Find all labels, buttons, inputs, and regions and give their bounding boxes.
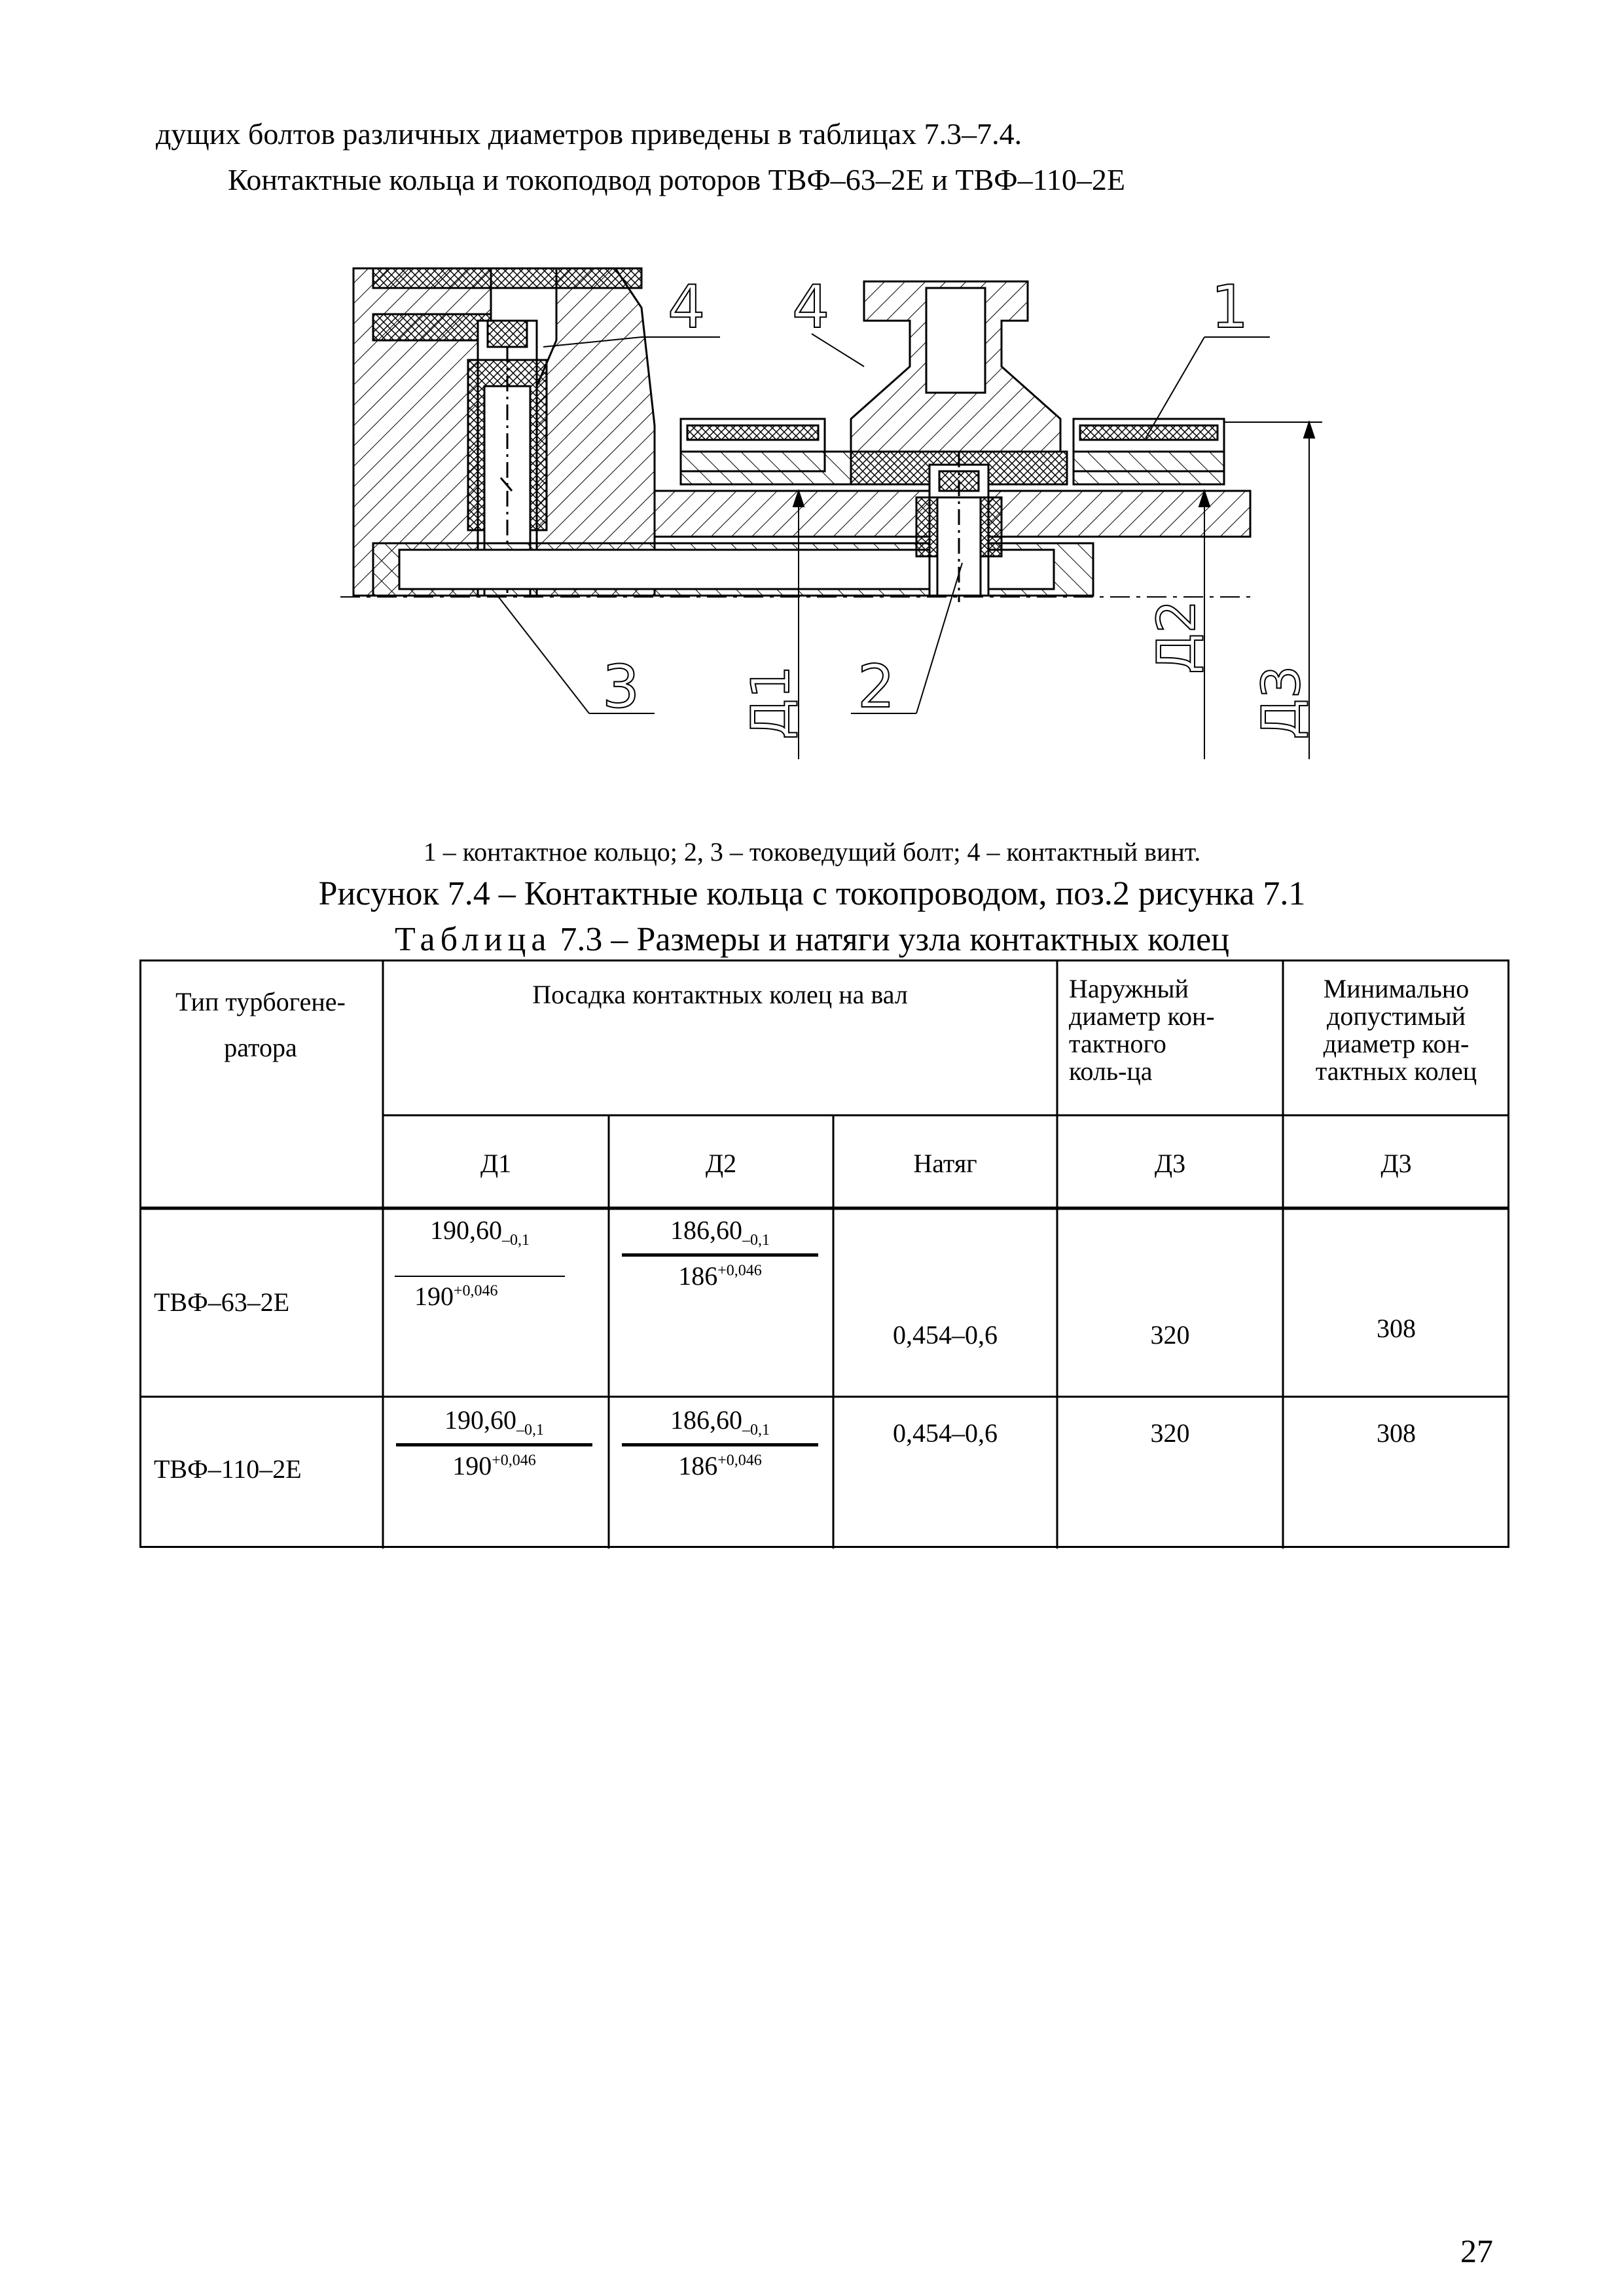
row2-d2-numerator: $186,60_{-0,1}$ bbox=[670, 1405, 770, 1439]
header-d1: Д1 bbox=[480, 1149, 512, 1178]
row1-type: ТВФ–63–2Е bbox=[154, 1287, 290, 1317]
row1-d1-numerator: $190,60_{-0,1}$ bbox=[430, 1215, 530, 1249]
row2-tension: 0,454–0,6 bbox=[893, 1418, 998, 1448]
spec-table bbox=[139, 960, 1509, 1549]
row1-d1-fraction bbox=[395, 1215, 565, 1312]
row2-d1-numerator: $190,60_{-0,1}$ bbox=[444, 1405, 544, 1439]
header-d2: Д2 bbox=[705, 1149, 737, 1178]
table-title-rest: 7.3 – Размеры и натяги узла контактных колец bbox=[560, 921, 1229, 958]
intro-line-2: Контактные кольца и токоподвод роторов ТВФ–63–2Е и ТВФ–110–2Е bbox=[228, 163, 1126, 196]
row2-d1-fraction bbox=[396, 1405, 592, 1481]
row1-outer-diameter: 320 bbox=[1150, 1320, 1190, 1350]
row1-d2-denominator: $186^{+0,046}$ bbox=[678, 1261, 762, 1291]
row1-min-diameter: 308 bbox=[1377, 1314, 1416, 1343]
row1-d2-fraction bbox=[622, 1215, 818, 1291]
header-outer-diameter: Наружный диаметр кон-тактного коль-ца bbox=[1069, 974, 1215, 1086]
callout-2: 2 bbox=[857, 653, 895, 721]
dim-label-d3: Д3 bbox=[1251, 665, 1312, 740]
table-title bbox=[0, 920, 1624, 959]
row2-d2-denominator: $186^{+0,046}$ bbox=[678, 1451, 762, 1480]
page-number: 27 bbox=[1460, 2233, 1493, 2269]
row2-d2-fraction bbox=[622, 1405, 818, 1481]
contact-rings-drawing bbox=[340, 255, 1362, 772]
callout-4-center: 4 bbox=[792, 273, 830, 342]
header-fit: Посадка контактных колец на вал bbox=[532, 980, 908, 1009]
callout-1: 1 bbox=[1211, 273, 1249, 342]
table-title-word: Таблица bbox=[395, 921, 552, 958]
callout-3: 3 bbox=[602, 653, 640, 721]
header-min-diameter: Минимально допустимый диаметр кон-тактных колец bbox=[1315, 974, 1477, 1086]
header-d3-outer: Д3 bbox=[1154, 1149, 1186, 1178]
row2-d1-denominator: $190^{+0,046}$ bbox=[452, 1451, 536, 1480]
row1-d1-denominator: $190^{+0,046}$ bbox=[414, 1282, 498, 1311]
row2-outer-diameter: 320 bbox=[1150, 1418, 1190, 1448]
dim-label-d2: Д2 bbox=[1146, 600, 1207, 674]
header-tension: Натяг bbox=[913, 1149, 977, 1178]
dim-label-d1: Д1 bbox=[740, 665, 801, 740]
header-type: Тип турбогене-ратора bbox=[175, 987, 346, 1062]
intro-line-1: дущих болтов различных диаметров приведены в таблицах 7.3–7.4. bbox=[156, 117, 1022, 151]
callout-4-left: 4 bbox=[668, 273, 706, 342]
row1-tension: 0,454–0,6 bbox=[893, 1320, 998, 1350]
header-d3-min: Д3 bbox=[1380, 1149, 1412, 1178]
row2-min-diameter: 308 bbox=[1377, 1418, 1416, 1448]
row1-d2-numerator: $186,60_{-0,1}$ bbox=[670, 1215, 770, 1249]
figure-caption: Рисунок 7.4 – Контактные кольца с токопроводом, поз.2 рисунка 7.1 bbox=[318, 875, 1306, 912]
figure-legend: 1 – контактное кольцо; 2, 3 – токоведущий болт; 4 – контактный винт. bbox=[423, 837, 1201, 867]
row2-type: ТВФ–110–2Е bbox=[154, 1454, 302, 1484]
